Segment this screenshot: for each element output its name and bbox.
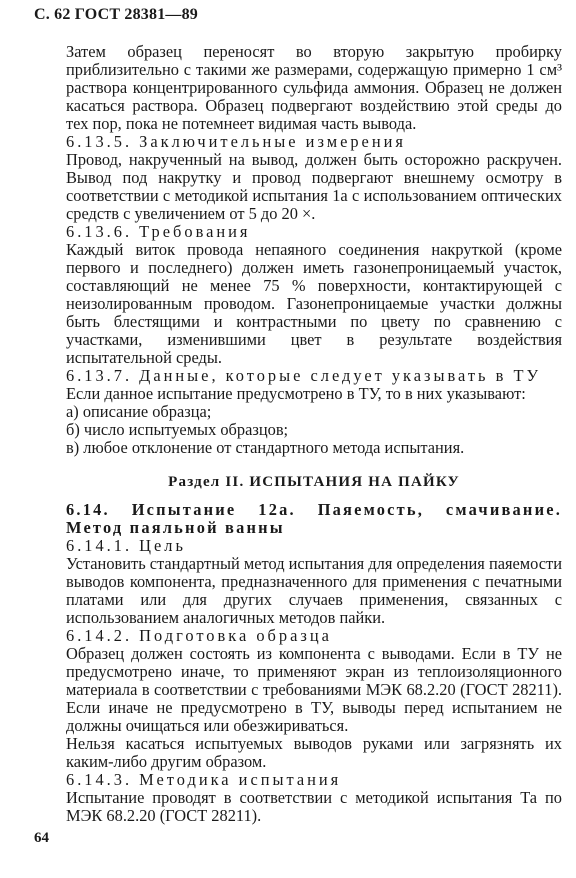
paragraph: Провод, накрученный на вывод, должен быть осторожно раскручен. Вывод под накрутку и провод подвергают внешнему осмотру в соответствии с методикой испытания 1а с использованием оптических средств с увеличением от 5 до 20 ×. [66, 150, 562, 223]
paragraph: Установить стандартный метод испытания для определения паяемости выводов компонента, предназначенного для применения с печатными платами или для других случаев применения, связанных с использованием аналогичных методов пайки. [66, 554, 562, 627]
paragraph: Каждый виток провода непаяного соединения накруткой (кроме первого и последнего) должен иметь газонепроницаемый участок, составляющий не менее 75 % поверхности, контактирующей с неизолированным проводом. Газонепроницаемые участки должны быть блестящими и контрастными по цвету по сравнению с участками, изменившими цвет в результате воздействия испытательной среды. [66, 240, 562, 367]
page-content [66, 43, 562, 825]
paragraph: Образец должен состоять из компонента с выводами. Если в ТУ не предусмотрено иначе, то применяют экран из теплоизоляционного материала в соответствии с требованиями МЭК 68.2.20 (ГОСТ 28211). Если иначе не предусмотрено в ТУ, выводы перед испытанием не должны очищаться или обезжириваться. [66, 644, 562, 735]
page-header: С. 62 ГОСТ 28381—89 [34, 6, 199, 23]
page-number: 64 [34, 830, 49, 846]
paragraph: Если данное испытание предусмотрено в ТУ, то в них указывают: [66, 384, 526, 403]
clause-heading-6-14-3: 6.14.3. Методика испытания [66, 770, 342, 789]
clause-heading-6-14-2: 6.14.2. Подготовка образца [66, 626, 332, 645]
paragraph: Испытание проводят в соответствии с методикой испытания Та по МЭК 68.2.20 (ГОСТ 28211). [66, 788, 562, 825]
paragraph: Затем образец переносят во вторую закрытую пробирку приблизительно с такими же размерами, содержащую примерно 1 см³ раствора концентрированного сульфида аммония. Образец не должен касаться раствора. Образец подвергают воздействию этой среды до тех пор, пока не потемнеет видимая часть вывода. [66, 42, 562, 133]
list-item: а) описание образца; [66, 402, 212, 421]
clause-heading-6-14-1: 6.14.1. Цель [66, 536, 186, 555]
clause-heading-6-13-6: 6.13.6. Требования [66, 222, 251, 241]
list-item: в) любое отклонение от стандартного метода испытания. [66, 438, 465, 457]
clause-heading-6-13-5: 6.13.5. Заключительные измерения [66, 132, 406, 151]
clause-heading-6-13-7: 6.13.7. Данные, которые следует указывать в ТУ [66, 366, 542, 385]
clause-heading-6-14: 6.14. Испытание 12а. Паяемость, смачивание. Метод паяльной ванны [66, 500, 562, 537]
section-title: Раздел II. ИСПЫТАНИЯ НА ПАЙКУ [168, 474, 460, 490]
paragraph: Нельзя касаться испытуемых выводов руками или загрязнять их каким-либо другим образом. [66, 734, 562, 771]
list-item: б) число испытуемых образцов; [66, 420, 289, 439]
